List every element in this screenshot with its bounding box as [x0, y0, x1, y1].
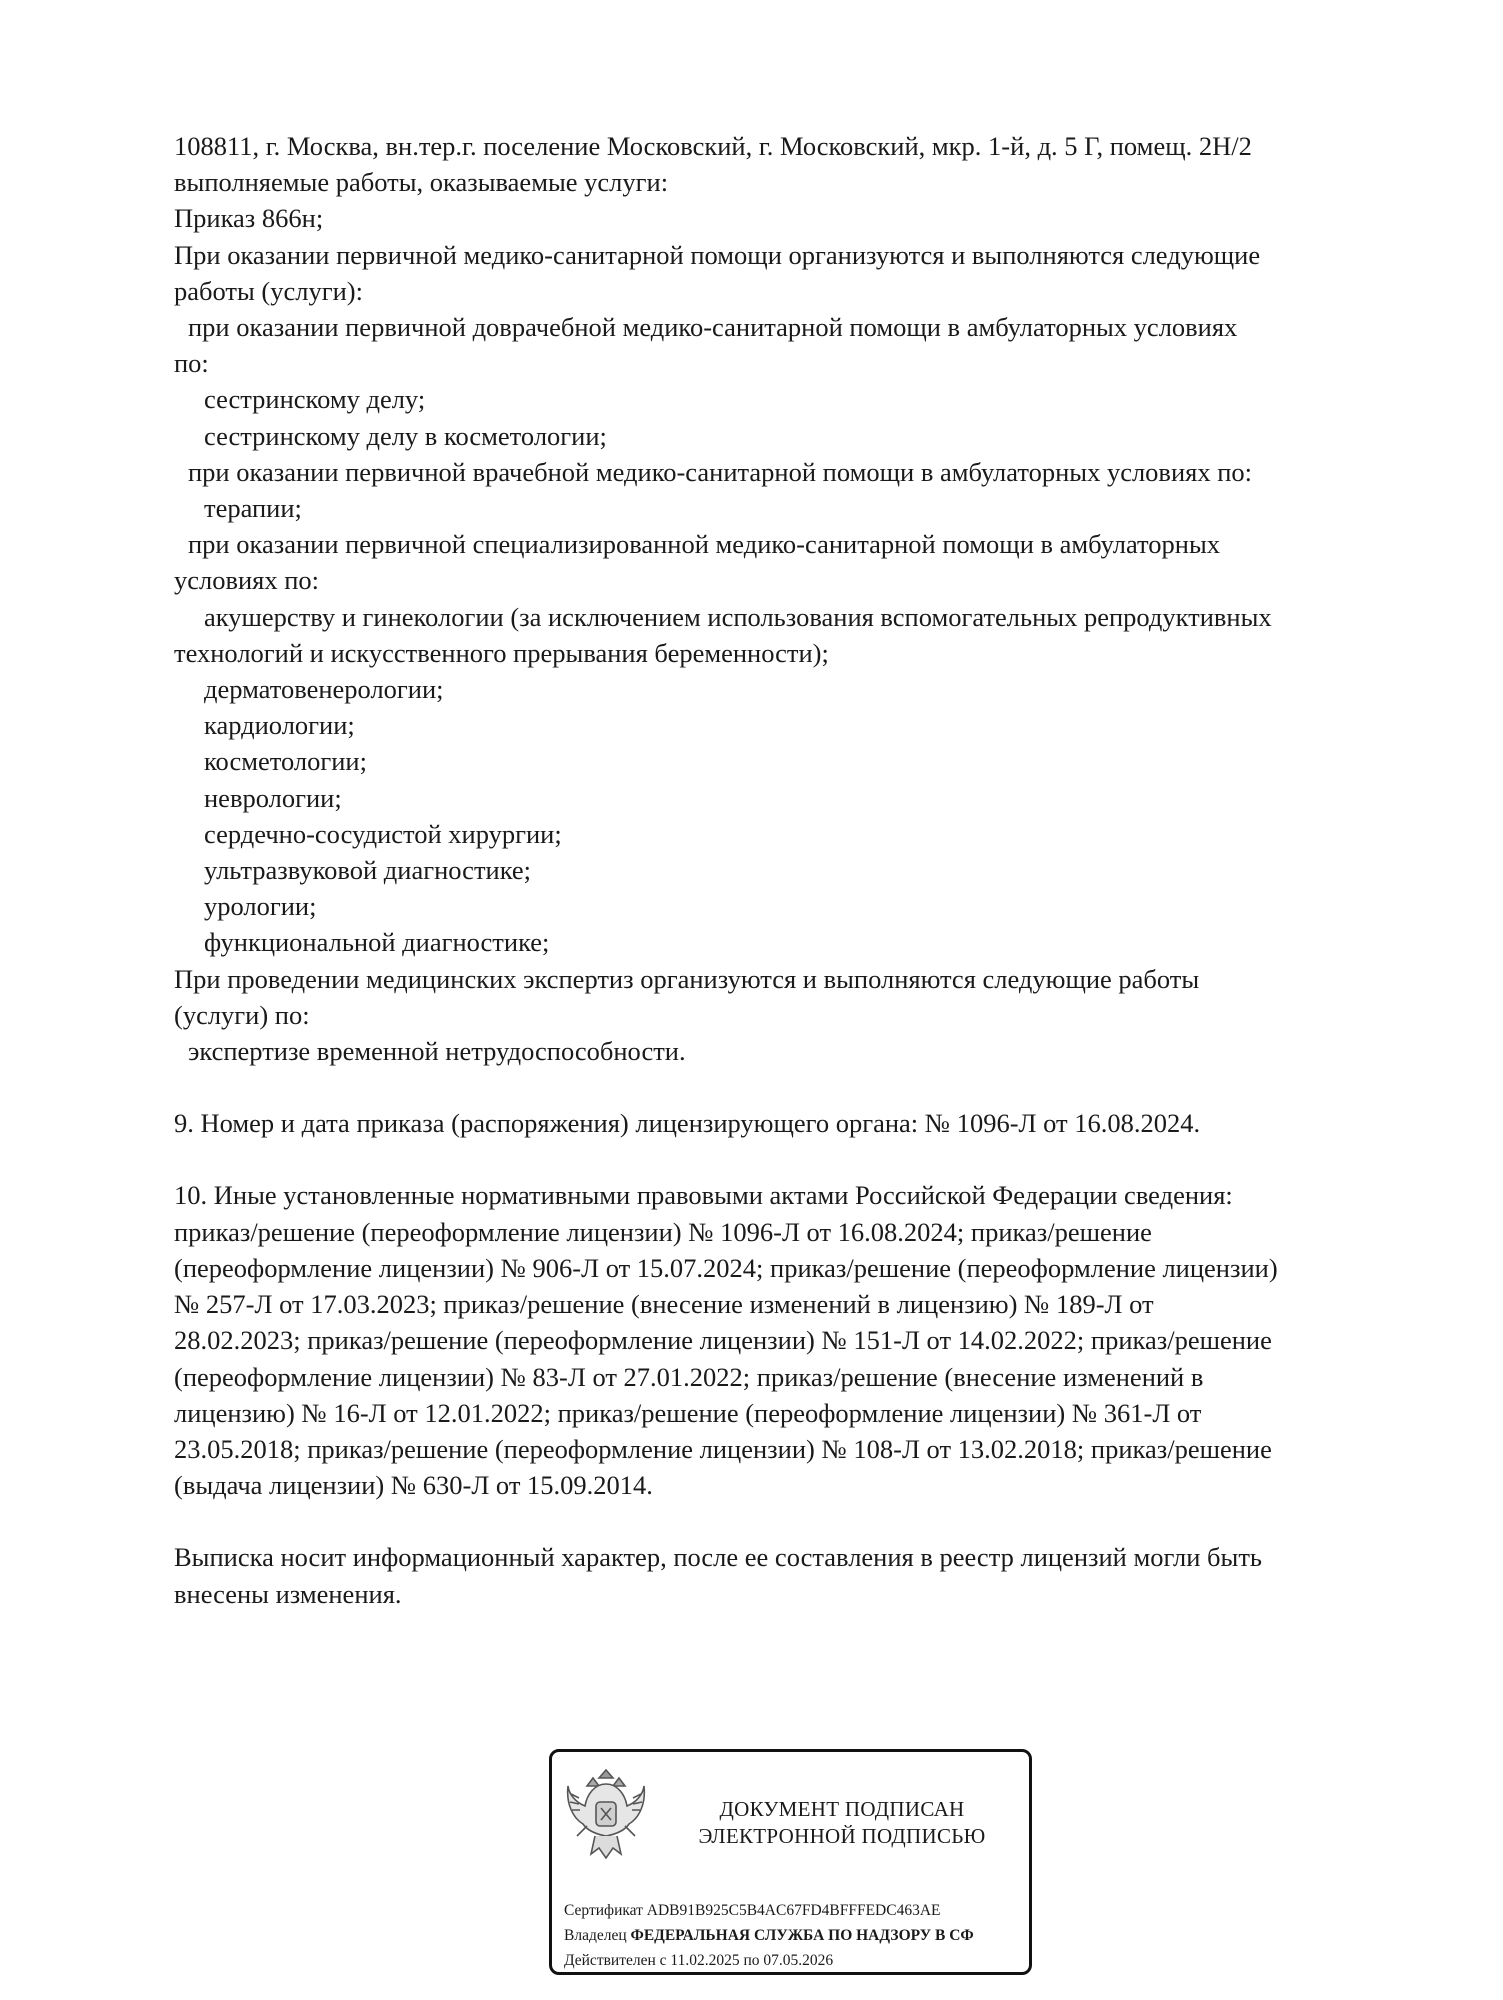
text-line: внесены изменения. — [174, 1578, 402, 1609]
text-line: при оказании первичной врачебной медико-санитарной помощи в амбулаторных условиях по: — [188, 456, 1252, 487]
text-line: (переоформление лицензии) № 906-Л от 15.07.2024; приказ/решение (переоформление лицензии) — [174, 1252, 1278, 1283]
electronic-signature-stamp — [549, 1749, 1032, 1975]
text-line: функциональной диагностике; — [204, 927, 550, 958]
text-line: лицензию) № 16-Л от 12.01.2022; приказ/решение (переоформление лицензии) № 361-Л от — [174, 1397, 1202, 1428]
text-line: работы (услуги): — [174, 275, 363, 306]
text-line: (услуги) по: — [174, 999, 310, 1030]
text-line: акушерству и гинекологии (за исключением использования вспомогательных репродуктивных — [204, 601, 1272, 632]
text-line: (переоформление лицензии) № 83-Л от 27.01.2022; приказ/решение (внесение изменений в — [174, 1361, 1204, 1392]
text-line: сестринскому делу; — [204, 384, 426, 415]
text-line: по: — [174, 348, 209, 379]
text-line: 10. Иные установленные нормативными правовыми актами Российской Федерации сведения: — [174, 1180, 1233, 1211]
text-line: № 257-Л от 17.03.2023; приказ/решение (внесение изменений в лицензию) № 189-Л от — [174, 1289, 1154, 1320]
text-line: дерматовенерологии; — [204, 674, 444, 705]
certificate-value: ADB91B925C5B4AC67FD4BFFFEDC463AE — [646, 1902, 941, 1919]
owner-label: Владелец — [564, 1927, 627, 1944]
text-line: Выписка носит информационный характер, после ее составления в реестр лицензий могли быть — [174, 1542, 1262, 1573]
stamp-title-line1: ДОКУМЕНТ ПОДПИСАН — [719, 1797, 965, 1821]
text-line: 9. Номер и дата приказа (распоряжения) лицензирующего органа: № 1096-Л от 16.08.2024. — [174, 1108, 1201, 1139]
paragraph-gap — [174, 1069, 1424, 1105]
text-line: 28.02.2023; приказ/решение (переоформление лицензии) № 151-Л от 14.02.2022; приказ/решение — [174, 1325, 1272, 1356]
stamp-title-line2: ЭЛЕКТРОННОЙ ПОДПИСЬЮ — [698, 1824, 986, 1848]
text-line: 108811, г. Москва, вн.тер.г. поселение Московский, г. Московский, мкр. 1-й, д. 5 Г, помещ. 2Н/2 — [174, 131, 1252, 161]
text-line: ультразвуковой диагностике; — [204, 855, 532, 886]
text-line: 23.05.2018; приказ/решение (переоформление лицензии) № 108-Л от 13.02.2018; приказ/решение — [174, 1433, 1272, 1464]
text-line: приказ/решение (переоформление лицензии) № 1096-Л от 16.08.2024; приказ/решение — [174, 1216, 1152, 1247]
paragraph-gap — [174, 1503, 1424, 1539]
certificate-label: Сертификат — [564, 1902, 643, 1919]
text-line: при оказании первичной специализированной медико-санитарной помощи в амбулаторных — [188, 529, 1221, 560]
owner-value: ФЕДЕРАЛЬНАЯ СЛУЖБА ПО НАДЗОРУ В СФ — [630, 1927, 974, 1944]
text-line: При оказании первичной медико-санитарной помощи организуются и выполняются следующие — [174, 239, 1261, 270]
certificate-row — [564, 1898, 974, 1923]
text-line: косметологии; — [204, 746, 367, 777]
text-line: условиях по: — [174, 565, 320, 596]
text-line: сердечно-сосудистой хирургии; — [204, 818, 562, 849]
text-line: сестринскому делу в косметологии; — [204, 420, 607, 451]
text-line: выполняемые работы, оказываемые услуги: — [174, 167, 669, 198]
text-line: Приказ 866н; — [174, 203, 324, 234]
coat-of-arms-icon — [565, 1764, 647, 1864]
text-line: терапии; — [204, 493, 302, 524]
text-line: технологий и искусственного прерывания беременности); — [174, 637, 829, 668]
text-line: урологии; — [204, 891, 317, 922]
owner-row — [564, 1923, 974, 1948]
text-line: неврологии; — [204, 782, 342, 813]
text-line: При проведении медицинских экспертиз организуются и выполняются следующие работы — [174, 963, 1200, 994]
text-line: при оказании первичной доврачебной медико-санитарной помощи в амбулаторных условиях — [188, 312, 1238, 343]
text-line: (выдача лицензии) № 630-Л от 15.09.2014. — [174, 1470, 653, 1501]
paragraph-gap — [174, 1141, 1424, 1177]
stamp-title — [652, 1796, 1032, 1850]
validity-row: Действителен с 11.02.2025 по 07.05.2026 — [564, 1952, 834, 1969]
stamp-info — [564, 1898, 974, 1973]
text-line: кардиологии; — [204, 710, 355, 741]
document-body — [174, 128, 1424, 1612]
text-line: экспертизе временной нетрудоспособности. — [188, 1036, 686, 1067]
